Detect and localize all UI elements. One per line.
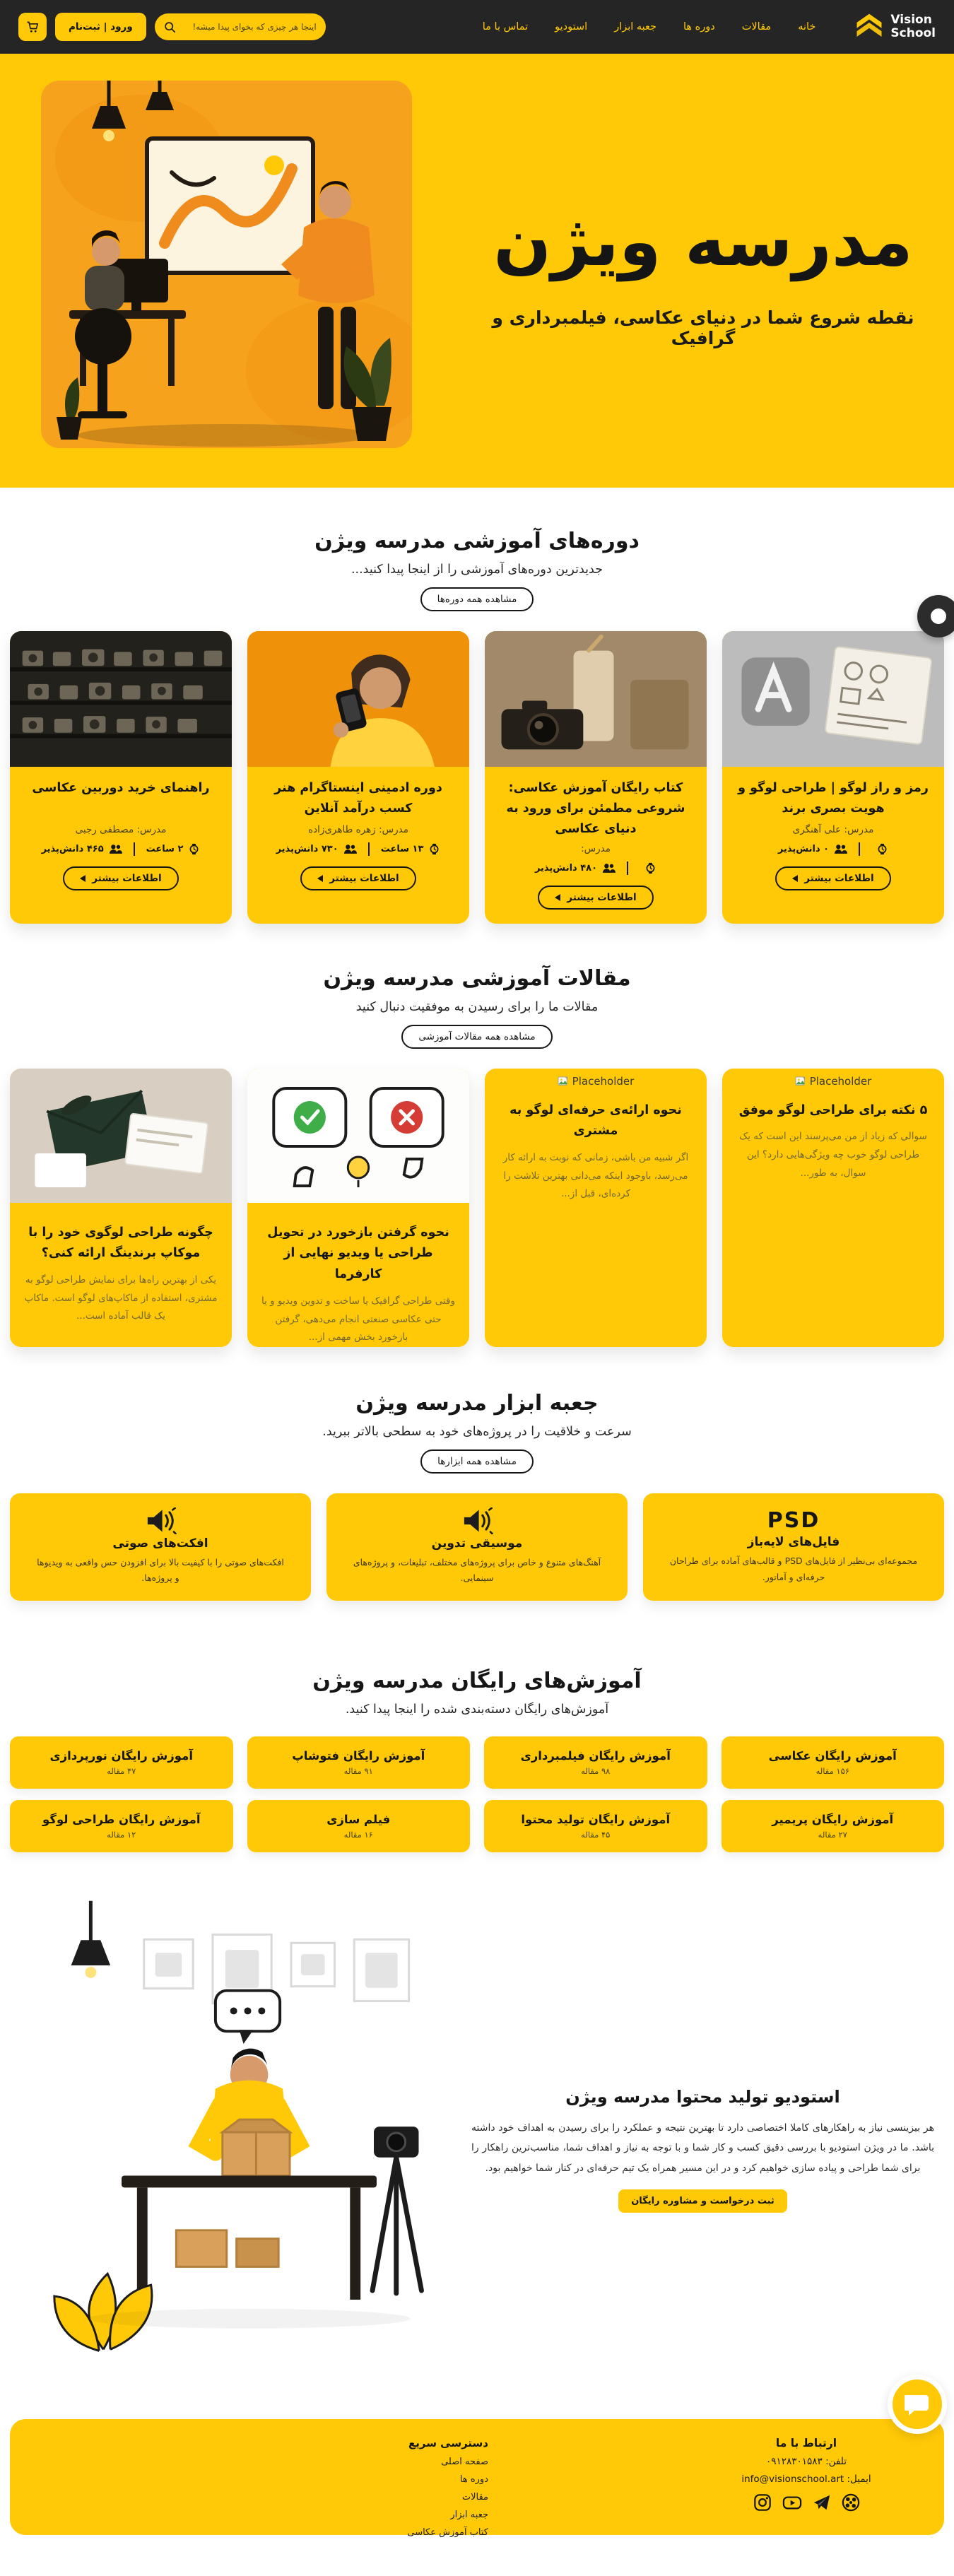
- placeholder-line: Placeholder: [485, 1069, 707, 1088]
- course-more-info-button[interactable]: اطلاعات بیشتر: [775, 866, 890, 890]
- nav-item-studio[interactable]: استودیو: [555, 21, 588, 33]
- search-box: [155, 13, 326, 40]
- toolbox-cards-row: [10, 1493, 944, 1601]
- students-icon: [834, 844, 847, 854]
- watch-icon: [428, 843, 440, 855]
- article-card[interactable]: [722, 1069, 944, 1347]
- speaker-icon: [461, 1507, 493, 1534]
- course-card[interactable]: [485, 631, 707, 924]
- article-cards-row: [10, 1069, 944, 1347]
- article-excerpt: یکی از بهترین راه‌ها برای نمایش طراحی لوگو به مشتری، استفاده از ماکاپ‌های لوگو است. ماکاپ یک قالب آماده است...: [24, 1274, 218, 1322]
- meta-divider: [134, 842, 135, 856]
- view-all-tools-button[interactable]: مشاهده همه ابزارها: [420, 1449, 534, 1474]
- arrow-left-icon: [317, 875, 323, 882]
- course-more-info-button[interactable]: اطلاعات بیشتر: [538, 886, 653, 910]
- tool-title: موسیقی تدوین: [431, 1536, 523, 1551]
- free-tutorials-section: [0, 1601, 954, 1852]
- login-button[interactable]: ورود | ثبت‌نام: [55, 13, 146, 41]
- article-title: نحوه گرفتن بازخورد در تحویل طراحی یا ویدیو نهایی از کارفرما: [267, 1225, 449, 1282]
- hero-section: [0, 54, 954, 488]
- course-meta: [256, 842, 461, 856]
- nav-item-articles[interactable]: مقالات: [741, 21, 772, 33]
- logo-line1: Vision: [890, 13, 932, 28]
- view-all-courses-button[interactable]: مشاهده همه دوره‌ها: [420, 587, 534, 611]
- course-students: ۰ دانش‌پذیر: [778, 844, 847, 854]
- tutorials-grid: [10, 1736, 944, 1852]
- view-all-articles-button[interactable]: مشاهده همه مقالات آموزشی: [401, 1025, 552, 1049]
- footer-link-articles[interactable]: مقالات: [461, 2491, 488, 2503]
- course-card-body: [10, 767, 232, 905]
- footer: [10, 2419, 944, 2538]
- course-hours: [640, 862, 656, 874]
- tool-card-psd[interactable]: [643, 1493, 944, 1601]
- footer-quick-title: دسترسی سریع: [408, 2436, 488, 2449]
- course-card[interactable]: [247, 631, 469, 924]
- articles-subtitle: مقالات ما را برای رسیدن به موفقیت دنبال کنید: [355, 999, 599, 1014]
- aparat-icon[interactable]: [842, 2493, 860, 2512]
- course-students: ۴۶۵ دانش‌پذیر: [42, 844, 122, 854]
- broken-image-icon: [558, 1076, 569, 1086]
- arrow-left-icon: [792, 875, 798, 882]
- course-image-instagram-admin: [247, 631, 469, 767]
- studio-illustration: [39, 1899, 459, 2365]
- watch-icon: [644, 862, 656, 874]
- telegram-icon[interactable]: [813, 2493, 831, 2512]
- studio-section: [0, 1899, 954, 2387]
- youtube-icon[interactable]: [782, 2493, 802, 2512]
- tutorials-subtitle: آموزش‌های رایگان دسته‌بندی شده را اینجا پیدا کنید.: [345, 1702, 609, 1717]
- watch-icon: [188, 843, 200, 855]
- course-meta: [731, 842, 936, 856]
- chat-widget-collapsed[interactable]: [917, 595, 954, 637]
- courses-subtitle: جدیدترین دوره‌های آموزشی را از اینجا پیدا کنید...: [351, 563, 603, 577]
- students-icon: [343, 844, 357, 854]
- course-hours: ۲ ساعت: [146, 843, 201, 855]
- course-image-logo-design: [722, 631, 944, 767]
- footer-link-toolbox[interactable]: جعبه ابزار: [450, 2509, 488, 2520]
- course-meta: [18, 842, 223, 856]
- footer-email: ایمیل: info@visionschool.art: [741, 2473, 871, 2485]
- studio-description: هر بیزینسی نیاز به راهکارهای کاملا اختصاصی دارد تا بهترین نتیجه و عملکرد را برای رسیدن به اهداف خود داشته باشد. ما در ویژن استودیو با بررسی دقیق کسب و کار شما و با توجه به نیاز و اهداف شما، مناسب‌ترین راهکار را برای شما طراحی و پیاده سازی خواهیم کرد و در این مسیر همراه یک تیم حرفه‌ای در کنار شما خواهیم بود.: [471, 2122, 934, 2175]
- article-title: ۵ نکته برای طراحی لوگو موفق: [738, 1102, 928, 1117]
- placeholder-line: Placeholder: [722, 1069, 944, 1088]
- bottom-spacer: [0, 2535, 954, 2576]
- courses-title: دوره‌های آموزشی مدرسه ویژن: [314, 529, 640, 553]
- tool-description: مجموعه‌ای بی‌نظیر از فایل‌های PSD و قالب‌های آماده برای طراحان حرفه‌ای و آماتور.: [669, 1555, 918, 1582]
- instagram-icon[interactable]: [753, 2493, 772, 2512]
- course-hours: [871, 843, 888, 855]
- toolbox-header: [0, 1391, 954, 1474]
- article-card[interactable]: [485, 1069, 707, 1347]
- footer-socials: [690, 2493, 923, 2512]
- course-card[interactable]: [722, 631, 944, 924]
- chat-bubble-icon: [905, 2392, 930, 2416]
- course-hours: ۱۳ ساعت: [381, 843, 441, 855]
- nav-item-courses[interactable]: دوره ها: [683, 21, 715, 33]
- article-title: چگونه طراحی لوگوی خود را با موکاپ برندینگ ارائه کنی؟: [28, 1225, 213, 1261]
- course-title: راهنمای خرید دوربین عکاسی: [32, 781, 210, 795]
- course-card-body: [485, 767, 707, 924]
- course-students: ۷۳۰ دانش‌پذیر: [276, 844, 357, 854]
- speaker-icon: [144, 1507, 177, 1534]
- watch-icon: [876, 843, 888, 855]
- search-icon: [164, 21, 176, 33]
- courses-header: [0, 529, 954, 611]
- article-excerpt: سوالی که زیاد از من می‌پرسند این است که یک طراحی لوگو خوب چه ویژگی‌هایی دارد؟ این سوال، به طور...: [739, 1131, 927, 1179]
- broken-image-icon: [795, 1076, 806, 1086]
- navbar-actions: [18, 13, 326, 41]
- tool-title: فایل‌های لایه‌باز: [747, 1535, 840, 1550]
- students-icon: [109, 844, 122, 854]
- toolbox-section: [0, 1347, 954, 1601]
- article-body: [247, 1203, 469, 1347]
- course-instructor: مدرس:: [581, 842, 611, 854]
- tutorial-category-button[interactable]: آموزش رایگان عکاسی ۱۵۶ مقاله: [722, 1736, 945, 1789]
- nav-item-contact[interactable]: تماس با ما: [482, 21, 529, 33]
- article-image-stationery: [10, 1069, 232, 1203]
- tool-card-music[interactable]: [326, 1493, 628, 1601]
- tool-card-sfx[interactable]: [10, 1493, 311, 1601]
- meta-divider: [368, 842, 370, 856]
- article-card[interactable]: [247, 1069, 469, 1347]
- course-title: دوره ادمینی اینستاگرام هنر کسب درآمد آنلاین: [274, 781, 442, 816]
- meta-divider: [627, 861, 628, 875]
- tool-description: افکت‌های صوتی را با کیفیت بالا برای افزودن حس واقعی به ویدیوها و پروژه‌ها.: [37, 1556, 284, 1584]
- course-students: ۴۸۰ دانش‌پذیر: [535, 863, 616, 874]
- course-image-photography-book: [485, 631, 707, 767]
- tutorial-category-button[interactable]: آموزش رایگان فتوشاپ ۹۱ مقاله: [247, 1736, 471, 1789]
- hero-illustration-art: [41, 73, 412, 462]
- hero-title: مدرسه ویژن: [493, 202, 913, 281]
- logo-line2: School: [890, 26, 936, 40]
- studio-title: استودیو تولید محتوا مدرسه ویژن: [565, 2086, 840, 2107]
- course-title: کتاب رایگان آموزش عکاسی: شروعی مطمئن برای ورود به دنیای عکاسی: [506, 781, 685, 836]
- tutorial-category-button[interactable]: آموزش رایگان تولید محتوا ۴۵ مقاله: [484, 1800, 707, 1852]
- hero-subtitle: نقطه شروع شما در دنیای عکاسی، فیلمبرداری و گرافیک: [492, 307, 914, 348]
- course-more-info-button[interactable]: اطلاعات بیشتر: [63, 866, 178, 890]
- article-card[interactable]: [10, 1069, 232, 1347]
- articles-header: [0, 966, 954, 1049]
- hero-illustration: [41, 73, 412, 462]
- studio-copy: [471, 2087, 934, 2213]
- nav-item-toolbox[interactable]: جعبه ابزار: [614, 21, 656, 33]
- arrow-left-icon: [555, 894, 560, 901]
- tool-description: آهنگ‌های متنوع و خاص برای پروژه‌های مختلف، تبلیغات، و پروژه‌های سینمایی.: [353, 1556, 601, 1584]
- nav-item-home[interactable]: خانه: [798, 21, 816, 33]
- footer-contact-title: ارتباط با ما: [775, 2436, 837, 2449]
- article-body: [10, 1203, 232, 1326]
- vision-school-logo-icon: [854, 12, 884, 42]
- arrow-left-icon: [80, 875, 86, 882]
- article-body: [485, 1088, 707, 1204]
- course-card[interactable]: [10, 631, 232, 924]
- site-logo[interactable]: [854, 12, 936, 42]
- top-navbar: [0, 0, 954, 54]
- footer-link-photography-book[interactable]: کتاب آموزش عکاسی: [407, 2527, 488, 2538]
- logo-text: [890, 13, 936, 40]
- studio-illustration-art: [39, 1899, 459, 2365]
- tutorial-category-button[interactable]: آموزش رایگان طراحی لوگو ۱۲ مقاله: [10, 1800, 233, 1852]
- footer-link-home[interactable]: صفحه اصلی: [441, 2456, 488, 2467]
- cart-button[interactable]: [18, 13, 47, 41]
- tutorial-category-button[interactable]: آموزش رایگان فیلمبرداری ۹۸ مقاله: [484, 1736, 707, 1789]
- articles-title: مقالات آموزشی مدرسه ویژن: [323, 965, 631, 991]
- footer-link-courses[interactable]: دوره ها: [459, 2474, 488, 2485]
- courses-section: [0, 488, 954, 924]
- course-image-camera-shop: [10, 631, 232, 767]
- course-instructor: مدرس: مصطفی رجبی: [75, 824, 167, 835]
- course-instructor: مدرس: علی آهنگری: [792, 824, 874, 835]
- meta-divider: [859, 842, 860, 856]
- footer-links-column: [365, 2436, 488, 2538]
- psd-heading: PSD: [767, 1508, 820, 1534]
- chat-launcher-button[interactable]: [888, 2375, 947, 2434]
- hero-copy: [470, 202, 936, 348]
- articles-section: [0, 924, 954, 1347]
- course-card-body: [722, 767, 944, 905]
- studio-consult-button[interactable]: ثبت درخواست و مشاوره رایگان: [618, 2189, 787, 2213]
- article-body: [722, 1088, 944, 1183]
- search-input[interactable]: [182, 22, 317, 32]
- tutorials-title: آموزش‌های رایگان مدرسه ویژن: [312, 1668, 642, 1693]
- course-card-body: [247, 767, 469, 905]
- article-excerpt: وقتی طراحی گرافیک یا ساخت و تدوین ویدیو و یا حتی عکاسی صنعتی انجام می‌دهی، گرفتن بازخورد بخش مهمی از...: [261, 1295, 455, 1343]
- students-icon: [602, 863, 616, 874]
- toolbox-title: جعبه ابزار مدرسه ویژن: [355, 1390, 599, 1416]
- course-more-info-button[interactable]: اطلاعات بیشتر: [300, 866, 416, 890]
- tutorial-category-button[interactable]: آموزش رایگان پریمیر ۲۷ مقاله: [722, 1800, 945, 1852]
- article-image-feedback: [247, 1069, 469, 1203]
- footer-phone: تلفن: ۰۹۱۲۸۳۰۱۵۸۳: [766, 2455, 847, 2467]
- main-menu: [483, 21, 816, 33]
- course-title: رمز و راز لوگو | طراحی لوگو و هویت بصری برند: [738, 781, 929, 816]
- article-excerpt: اگر شبیه من باشی، زمانی که نوبت به ارائه کار می‌رسد، باوجود اینکه می‌دانی بهترین تلاشت را کرده‌ای، قبل از...: [502, 1152, 689, 1200]
- toolbox-subtitle: سرعت و خلاقیت را در پروژه‌های خود به سطحی بالاتر ببرید.: [322, 1424, 632, 1439]
- course-cards-row: [10, 631, 944, 924]
- course-instructor: مدرس: زهره طاهری‌زاده: [308, 824, 408, 835]
- footer-contact-column: [690, 2437, 923, 2517]
- tool-title: افکت‌های صوتی: [112, 1536, 208, 1551]
- tutorial-category-button[interactable]: آموزش رایگان نورپردازی ۴۷ مقاله: [10, 1736, 233, 1789]
- chat-dot-icon: [931, 608, 946, 624]
- article-title: نحوه ارائه‌ی حرفه‌ای لوگو به مشتری: [510, 1102, 682, 1139]
- cart-icon: [25, 20, 40, 34]
- tutorial-category-button[interactable]: فیلم سازی ۱۶ مقاله: [247, 1800, 471, 1852]
- course-meta: [493, 861, 698, 875]
- tutorials-header: [0, 1669, 954, 1717]
